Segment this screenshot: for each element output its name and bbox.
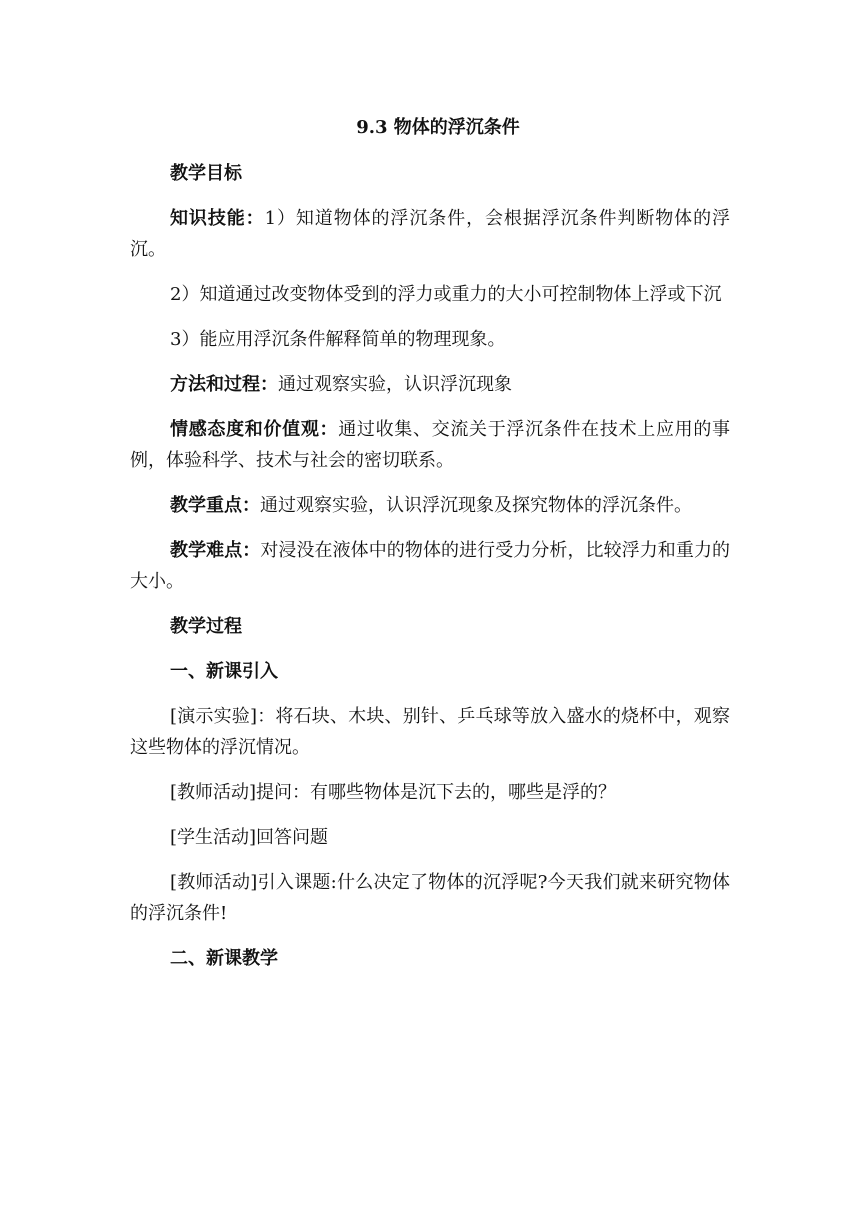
label-knowledge-skills: 知识技能： — [170, 208, 265, 229]
heading-teaching-process: 教学过程 — [170, 616, 242, 637]
label-method-process: 方法和过程： — [170, 374, 278, 395]
text-key-point: 通过观察实验，认识浮沉现象及探究物体的浮沉条件。 — [260, 495, 692, 516]
paragraph-demo-experiment: [演示实验]：将石块、木块、别针、乒乓球等放入盛水的烧杯中，观察这些物体的浮沉情况。 — [130, 706, 730, 758]
text-emotion-values: 通过收集、交流关于浮沉条件在技术上应用的事例，体验科学、技术与社会的密切联系。 — [130, 419, 731, 471]
paragraph-item-3: 3）能应用浮沉条件解释简单的物理现象。 — [170, 329, 506, 350]
paragraph-key-point — [130, 490, 730, 521]
heading-teaching-goals: 教学目标 — [170, 163, 242, 184]
paragraph-teacher-activity-2: [教师活动]引入课题:什么决定了物体的沉浮呢?今天我们就来研究物体的浮沉条件! — [130, 872, 730, 924]
document-title: 9.3 物体的浮沉条件 — [356, 117, 520, 138]
paragraph-difficulty — [130, 535, 730, 597]
label-emotion-values: 情感态度和价值观： — [170, 419, 339, 440]
paragraph-item-2: 2）知道通过改变物体受到的浮力或重力的大小可控制物体上浮或下沉 — [170, 284, 722, 305]
label-key-point: 教学重点： — [170, 495, 260, 516]
paragraph-emotion-values — [130, 414, 730, 476]
paragraph-knowledge-skills — [130, 203, 730, 265]
paragraph-teacher-activity-1: [教师活动]提问：有哪些物体是沉下去的，哪些是浮的？ — [170, 782, 617, 803]
document-page — [130, 112, 730, 988]
paragraph-student-activity: [学生活动]回答问题 — [170, 827, 329, 848]
heading-new-lesson-intro: 一、新课引入 — [170, 661, 278, 682]
text-difficulty: 对浸没在液体中的物体的进行受力分析，比较浮力和重力的大小。 — [130, 540, 731, 592]
paragraph-method-process — [130, 369, 730, 400]
label-difficulty: 教学难点： — [170, 540, 261, 561]
text-knowledge-skills: 1）知道物体的浮沉条件，会根据浮沉条件判断物体的浮沉。 — [130, 208, 730, 260]
heading-new-lesson-teaching: 二、新课教学 — [170, 948, 278, 969]
text-method-process: 通过观察实验，认识浮沉现象 — [278, 374, 512, 395]
